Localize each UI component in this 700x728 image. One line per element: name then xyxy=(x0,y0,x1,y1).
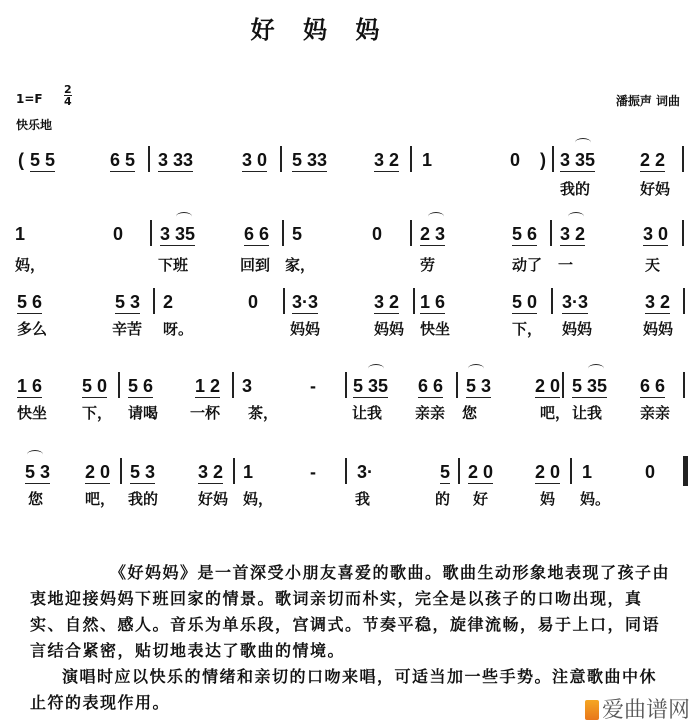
score-note: 0 xyxy=(372,224,383,244)
lyric-syllable: 让我 xyxy=(572,404,603,422)
bar-line xyxy=(280,146,282,172)
lyric-syllable: 茶， xyxy=(248,404,279,422)
score-note: 3· xyxy=(357,462,374,482)
bar-line xyxy=(682,146,684,172)
slur-mark xyxy=(428,212,444,221)
bar-line xyxy=(682,220,684,246)
lyric-syllable: 下， xyxy=(512,320,543,338)
score-note: - xyxy=(310,462,316,482)
score-note: 2 2 xyxy=(640,150,666,170)
description-paragraph: 演唱时应以快乐的情绪和亲切的口吻来唱，可适当加一些手势。注意歌曲中休止符的表现作用。 xyxy=(30,667,658,712)
score-note: 2 xyxy=(163,292,174,312)
lyric-syllable: 我的 xyxy=(128,490,159,508)
final-bar-line xyxy=(683,456,688,486)
lyric-syllable: 吧， xyxy=(540,404,571,422)
time-signature xyxy=(64,84,72,107)
score-note: 0 xyxy=(113,224,124,244)
bar-line xyxy=(551,288,553,314)
score-note: 1 6 xyxy=(420,292,446,312)
bar-line xyxy=(410,220,412,246)
score-note: 6 5 xyxy=(110,150,136,170)
lyric-syllable: 回到 xyxy=(240,256,271,274)
score-note: 0 xyxy=(248,292,259,312)
bar-line xyxy=(120,458,122,484)
lyric-syllable: 天 xyxy=(645,256,661,274)
lyric-syllable: 下， xyxy=(82,404,113,422)
lyric-syllable: 一杯 xyxy=(190,404,221,422)
lyric-syllable: 亲亲 xyxy=(640,404,671,422)
score-note: 5 6 xyxy=(128,376,154,396)
bar-line xyxy=(570,458,572,484)
time-signature-top: 2 xyxy=(64,83,72,96)
bar-line xyxy=(283,288,285,314)
bar-line xyxy=(413,288,415,314)
bar-line xyxy=(233,458,235,484)
lyric-syllable: 妈。 xyxy=(580,490,611,508)
score-note: 3 35 xyxy=(560,150,596,170)
slur-mark xyxy=(575,138,591,147)
score-note: - xyxy=(310,376,316,396)
lyric-syllable: 妈妈 xyxy=(562,320,593,338)
lyric-syllable: 劳 xyxy=(420,256,436,274)
lyric-syllable: 的 xyxy=(435,490,451,508)
score-note: 5 3 xyxy=(115,292,141,312)
score-note: 3 2 xyxy=(560,224,586,244)
score-note: 3 0 xyxy=(643,224,669,244)
bar-line xyxy=(153,288,155,314)
score-note: 5 3 xyxy=(466,376,492,396)
lyric-syllable: 好妈 xyxy=(640,180,671,198)
score-note: 6 6 xyxy=(244,224,270,244)
lyric-syllable: 您 xyxy=(28,490,44,508)
bar-line xyxy=(232,372,234,398)
score-note: 2 0 xyxy=(468,462,494,482)
score-note: 1 xyxy=(422,150,433,170)
tempo-marking: 快乐地 xyxy=(16,118,53,132)
watermark-text: 爱曲谱网 xyxy=(601,698,690,723)
score-note: 3 0 xyxy=(242,150,268,170)
bar-line xyxy=(550,220,552,246)
lyric-syllable: 快坐 xyxy=(420,320,451,338)
score-note: 3 2 xyxy=(645,292,671,312)
score-note: 2 0 xyxy=(535,462,561,482)
time-signature-bottom: 4 xyxy=(64,95,72,108)
score-note: 2 3 xyxy=(420,224,446,244)
score-note: 5 33 xyxy=(292,150,328,170)
lyric-syllable: 我的 xyxy=(560,180,591,198)
lyric-syllable: 妈， xyxy=(15,256,46,274)
score-note: 2 0 xyxy=(535,376,561,396)
lyric-syllable: 您 xyxy=(462,404,478,422)
bar-line xyxy=(282,220,284,246)
score-note: 3 2 xyxy=(374,292,400,312)
bar-line xyxy=(118,372,120,398)
bar-line xyxy=(683,372,685,398)
bar-line xyxy=(148,146,150,172)
score-note: 5 5 xyxy=(30,150,56,170)
score-note: 3 35 xyxy=(160,224,196,244)
lyric-syllable: 家， xyxy=(285,256,316,274)
slur-mark xyxy=(568,212,584,221)
bar-line xyxy=(458,458,460,484)
score-note: 5 3 xyxy=(25,462,51,482)
lyric-syllable: 妈妈 xyxy=(643,320,674,338)
score-note: 6 6 xyxy=(418,376,444,396)
score-note: 1 xyxy=(582,462,593,482)
lyric-syllable: 妈妈 xyxy=(290,320,321,338)
score-note: ) xyxy=(540,150,546,170)
score-note: 0 xyxy=(645,462,656,482)
score-note: 3 2 xyxy=(198,462,224,482)
song-description xyxy=(30,560,670,716)
lyric-syllable: 辛苦 xyxy=(112,320,143,338)
key-signature: 1=F xyxy=(16,92,43,106)
score-note: ( xyxy=(18,150,24,170)
slur-mark xyxy=(588,364,604,373)
bar-line xyxy=(345,372,347,398)
bar-line xyxy=(456,372,458,398)
score-note: 5 3 xyxy=(130,462,156,482)
lyric-syllable: 请喝 xyxy=(128,404,159,422)
bar-line xyxy=(410,146,412,172)
score-note: 5 xyxy=(440,462,451,482)
bar-line xyxy=(345,458,347,484)
bar-line xyxy=(552,146,554,172)
score-note: 5 35 xyxy=(353,376,389,396)
score-note: 5 6 xyxy=(512,224,538,244)
score-note: 5 xyxy=(292,224,303,244)
lyric-syllable: 快坐 xyxy=(17,404,48,422)
slur-mark xyxy=(27,450,43,459)
lyric-syllable: 亲亲 xyxy=(415,404,446,422)
lyric-syllable: 呀。 xyxy=(163,320,194,338)
score-note: 5 0 xyxy=(512,292,538,312)
lyric-syllable: 我 xyxy=(355,490,371,508)
site-watermark xyxy=(585,693,690,724)
slur-mark xyxy=(468,364,484,373)
score-note: 1 6 xyxy=(17,376,43,396)
score-note: 3 33 xyxy=(158,150,194,170)
bar-line xyxy=(562,372,564,398)
music-note-logo-icon xyxy=(585,700,599,720)
lyric-syllable: 下班 xyxy=(158,256,189,274)
slur-mark xyxy=(176,212,192,221)
lyric-syllable: 让我 xyxy=(352,404,383,422)
score-note: 5 35 xyxy=(572,376,608,396)
score-note: 1 xyxy=(15,224,26,244)
lyric-syllable: 动了 xyxy=(512,256,543,274)
score-note: 3 2 xyxy=(374,150,400,170)
score-note: 6 6 xyxy=(640,376,666,396)
score-note: 1 2 xyxy=(195,376,221,396)
lyric-syllable: 妈， xyxy=(243,490,274,508)
lyric-syllable: 一 xyxy=(558,256,574,274)
lyric-syllable: 好妈 xyxy=(198,490,229,508)
lyric-syllable: 多么 xyxy=(17,320,48,338)
score-note: 3 xyxy=(242,376,253,396)
score-note: 0 xyxy=(510,150,521,170)
lyric-syllable: 好 xyxy=(473,490,489,508)
song-title: 好 妈 妈 xyxy=(250,16,390,44)
composer-credit: 潘振声 词曲 xyxy=(615,94,680,108)
lyric-syllable: 吧， xyxy=(85,490,116,508)
bar-line xyxy=(150,220,152,246)
bar-line xyxy=(683,288,685,314)
lyric-syllable: 妈 xyxy=(540,490,556,508)
score-note: 5 6 xyxy=(17,292,43,312)
score-note: 3·3 xyxy=(562,292,589,312)
score-note: 3·3 xyxy=(292,292,319,312)
score-note: 5 0 xyxy=(82,376,108,396)
description-paragraph: 《好妈妈》是一首深受小朋友喜爱的歌曲。歌曲生动形象地表现了孩子由衷地迎接妈妈下班回家的情景。歌词亲切而朴实，完全是以孩子的口吻出现，真实、自然、感人。音乐为单乐段，宫调式。节奏平稳，旋律流畅，易于上口，同语言结合紧密，贴切地表达了歌曲的情境。 xyxy=(30,563,671,660)
lyric-syllable: 妈妈 xyxy=(374,320,405,338)
slur-mark xyxy=(368,364,384,373)
score-note: 2 0 xyxy=(85,462,111,482)
score-note: 1 xyxy=(243,462,254,482)
